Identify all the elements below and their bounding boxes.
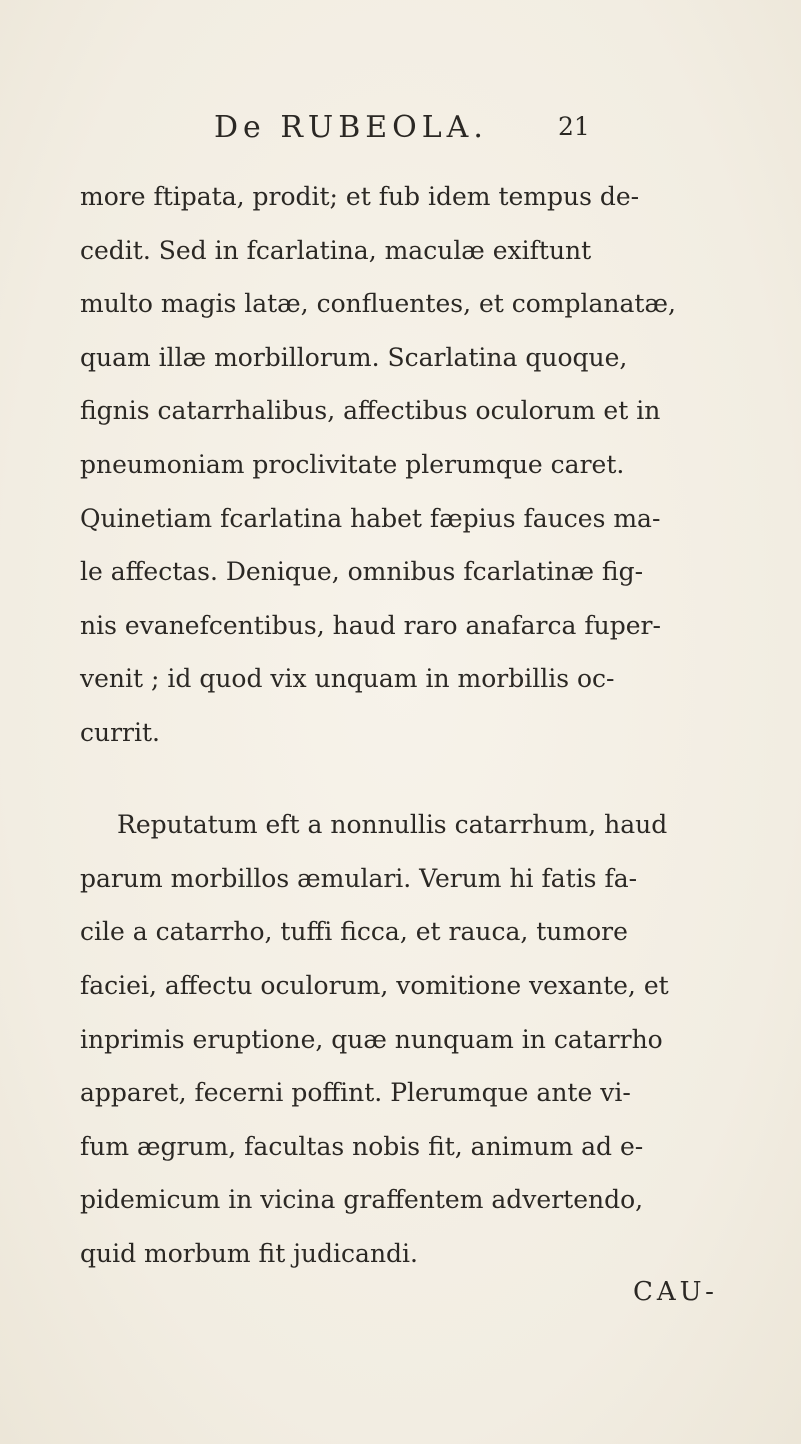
text-line: pidemicum in vicina graffentem advertendo, (80, 1185, 644, 1214)
text-line: cile a catarrho, tuffi ficca, et rauca, tumore (80, 917, 628, 946)
text-line: parum morbillos æmulari. Verum hi fatis fa- (80, 864, 638, 893)
text-line: more ftipata, prodit; et fub idem tempus de- (80, 182, 640, 211)
text-line: quam illæ morbillorum. Scarlatina quoque, (80, 343, 628, 372)
text-line: fignis catarrhalibus, affectibus oculorum et in (80, 396, 661, 425)
text-line: apparet, fecerni poffint. Plerumque ante vi- (80, 1078, 631, 1107)
catchword: CAU- (633, 1277, 718, 1307)
text-line: fum ægrum, facultas nobis fit, animum ad e- (80, 1132, 644, 1161)
text-line: cedit. Sed in fcarlatina, maculæ exiftunt (80, 236, 592, 265)
text-line: multo magis latæ, confluentes, et complanatæ, (80, 289, 676, 318)
text-line: le affectas. Denique, omnibus fcarlatinæ fig- (80, 557, 644, 586)
running-header-title: De RUBEOLA. (214, 110, 488, 145)
text-line: pneumoniam proclivitate plerumque caret. (80, 450, 625, 479)
text-line: quid morbum fit judicandi. (80, 1239, 418, 1268)
text-line: Reputatum eft a nonnullis catarrhum, haud (117, 810, 668, 839)
text-line: venit ; id quod vix unquam in morbillis oc- (80, 664, 615, 693)
text-line: nis evanefcentibus, haud raro anafarca fuper- (80, 611, 661, 640)
text-line: faciei, affectu oculorum, vomitione vexante, et (80, 971, 669, 1000)
text-line: Quinetiam fcarlatina habet fæpius fauces ma- (80, 504, 661, 533)
text-line: currit. (80, 718, 160, 747)
text-line: inprimis eruptione, quæ nunquam in catarrho (80, 1025, 663, 1054)
page-number: 21 (558, 112, 590, 141)
